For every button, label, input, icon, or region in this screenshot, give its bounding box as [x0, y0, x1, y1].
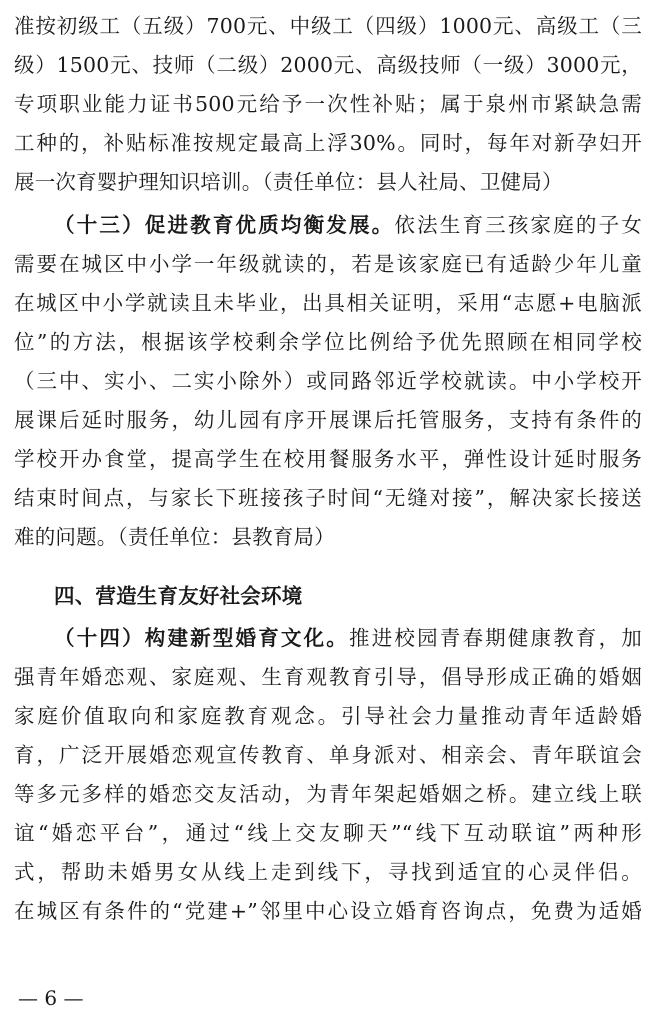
- paragraph-line: 位”的方法，根据该学校剩余学位比例给予优先照顾在相同学校: [14, 330, 642, 354]
- paragraph-line: 准按初级工（五级）700元、中级工（四级）1000元、高级工（三: [14, 14, 642, 38]
- paragraph-line: 在城区中小学就读且未毕业，出具相关证明，采用“志愿+电脑派: [14, 291, 642, 315]
- paragraph-line: 在城区有条件的“党建+”邻里中心设立婚育咨询点，免费为适婚: [14, 899, 642, 923]
- item-14-text: 推进校园青春期健康教育，加: [349, 626, 642, 650]
- paragraph-line: 学校开办食堂，提高学生在校用餐服务水平，弹性设计延时服务: [14, 447, 642, 471]
- paragraph-line: 育，广泛开展婚恋观宣传教育、单身派对、相亲会、青年联谊会: [14, 743, 642, 767]
- paragraph-line: 需要在城区中小学一年级就读的，若是该家庭已有适龄少年儿童: [14, 252, 642, 276]
- paragraph-line: 谊“婚恋平台”，通过“线上交友聊天”“线下互动联谊”两种形: [14, 821, 642, 845]
- item-13-text: 依法生育三孩家庭的子女: [394, 213, 643, 237]
- paragraph-line: 展一次育婴护理知识培训。（责任单位：县人社局、卫健局）: [14, 170, 563, 194]
- paragraph-line: 难的问题。（责任单位：县教育局）: [14, 525, 335, 549]
- paragraph-line: 等多元多样的婚恋交友活动，为青年架起婚姻之桥。建立线上联: [14, 782, 642, 806]
- paragraph-line: 工种的，补贴标准按规定最高上浮30%。同时，每年对新孕妇开: [14, 131, 642, 155]
- paragraph-line: 家庭价值取向和家庭教育观念。引导社会力量推动青年适龄婚: [14, 704, 642, 728]
- item-14-title: （十四）构建新型婚育文化。: [54, 626, 349, 650]
- paragraph-line: （三中、实小、二实小除外）或同路邻近学校就读。中小学校开: [14, 369, 642, 393]
- section-4-heading: 四、营造生育友好社会环境: [54, 584, 303, 608]
- paragraph-line: 式，帮助未婚男女从线上走到线下，寻找到适宜的心灵伴侣。: [14, 860, 642, 884]
- page-number: — 6 —: [18, 986, 84, 1010]
- item-13-first-line: [54, 207, 642, 243]
- item-13-title: （十三）促进教育优质均衡发展。: [54, 213, 395, 237]
- paragraph-line: 强青年婚恋观、家庭观、生育观教育引导，倡导形成正确的婚姻: [14, 665, 642, 689]
- item-14-first-line: [54, 620, 642, 656]
- paragraph-line: 展课后延时服务，幼儿园有序开展课后托管服务，支持有条件的: [14, 408, 642, 432]
- paragraph-line: 级）1500元、技师（二级）2000元、高级技师（一级）3000元，: [14, 53, 642, 77]
- paragraph-line: 结束时间点，与家长下班接孩子时间“无缝对接”，解决家长接送: [14, 486, 642, 510]
- paragraph-line: 专项职业能力证书500元给予一次性补贴；属于泉州市紧缺急需: [14, 92, 642, 116]
